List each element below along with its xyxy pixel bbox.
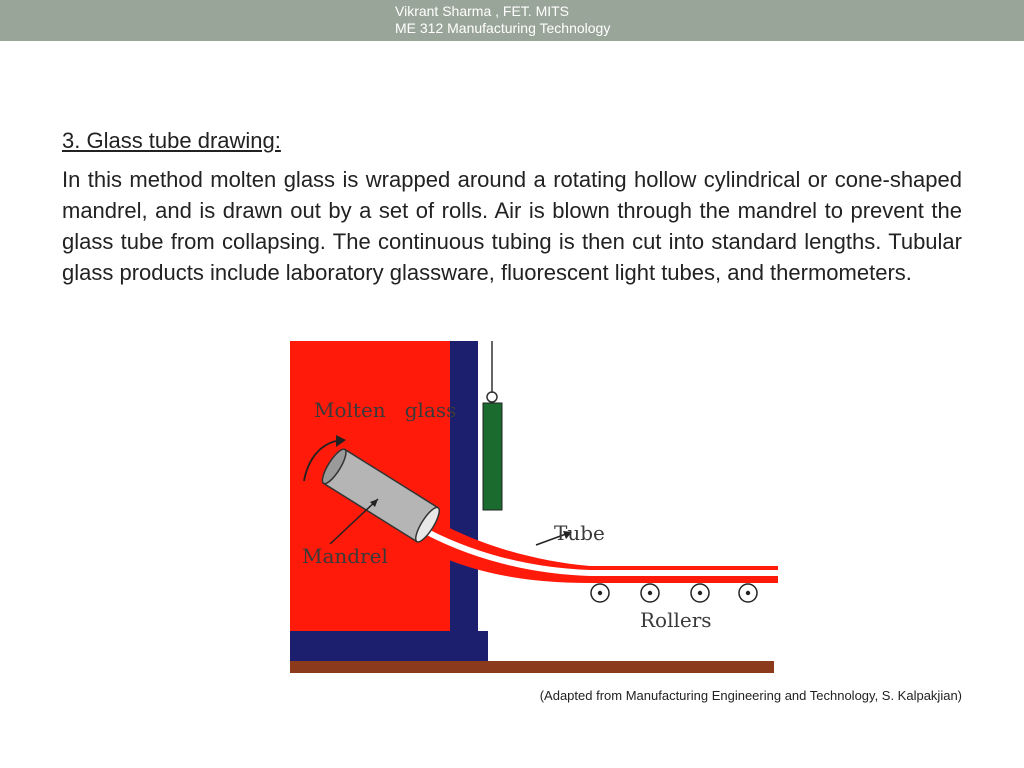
slide-body: In this method molten glass is wrapped around a rotating hollow cylindrical or cone-shaped mandrel, and is drawn out by a set of rolls. Air is blown through the mandrel to prevent the glass tube from collapsing. The continuous tubing is then cut into standard lengths. Tubular glass products include laboratory glassware, fluorescent light tubes, and thermometers. bbox=[62, 167, 962, 285]
weight-block bbox=[483, 403, 502, 510]
floor bbox=[290, 661, 774, 673]
label-molten-glass: Molten glass bbox=[314, 398, 457, 422]
label-mandrel: Mandrel bbox=[302, 544, 388, 568]
label-rollers: Rollers bbox=[640, 608, 712, 632]
furnace-base bbox=[290, 631, 488, 661]
label-tube: Tube bbox=[554, 521, 605, 545]
weight-hook bbox=[487, 392, 497, 402]
figure-caption: (Adapted from Manufacturing Engineering and Technology, S. Kalpakjian) bbox=[539, 688, 962, 703]
header-author: Vikrant Sharma , FET. MITS bbox=[395, 3, 570, 19]
furnace-wall bbox=[450, 341, 478, 653]
glass-tube-drawing-figure bbox=[290, 341, 780, 676]
rollers bbox=[591, 584, 757, 602]
slide-heading: 3. Glass tube drawing: bbox=[62, 128, 281, 153]
header-course: ME 312 Manufacturing Technology bbox=[395, 20, 611, 36]
header-text bbox=[395, 3, 610, 37]
